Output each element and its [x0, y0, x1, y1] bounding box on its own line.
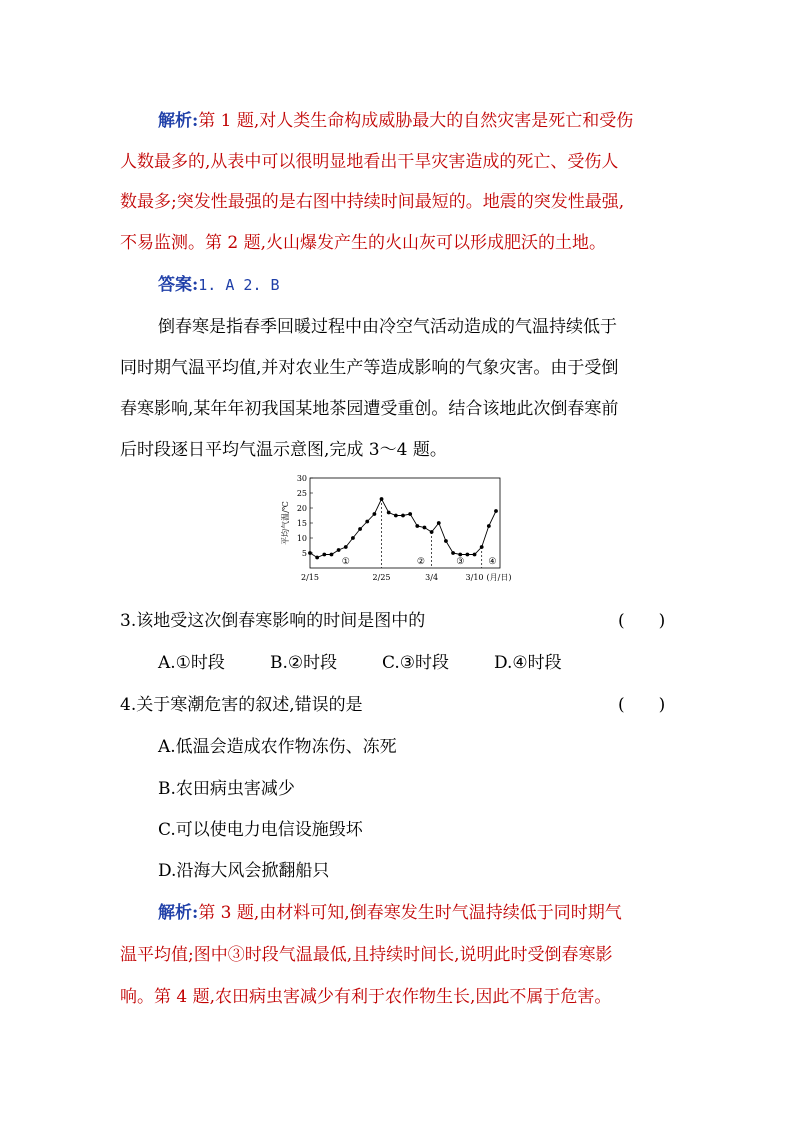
y-tick-label: 15: [296, 519, 307, 528]
x-tick-label: 2/15: [301, 573, 319, 582]
y-tick-label: 10: [296, 534, 307, 543]
y-tick-label: 5: [301, 549, 307, 558]
intro-line: 倒春寒是指春季回暖过程中由冷空气活动造成的气温持续低于: [158, 317, 617, 337]
y-axis-label: 平均气温/℃: [281, 501, 290, 545]
intro-line: 同时期气温平均值,并对农业生产等造成影响的气象灾害。由于受倒: [120, 358, 619, 378]
answer-blank: ( ): [618, 611, 666, 631]
data-point: [380, 497, 384, 501]
data-point: [408, 512, 412, 516]
x-axis-unit: (月/日): [486, 573, 512, 582]
period-label: ③: [456, 557, 465, 567]
data-point: [372, 512, 376, 516]
period-label: ④: [488, 557, 497, 567]
option-d[interactable]: D.④时段: [494, 653, 562, 673]
data-point: [394, 514, 398, 518]
answer-text: 1. A 2. B: [198, 276, 280, 294]
x-tick-label: 2/25: [372, 573, 391, 582]
data-point: [322, 553, 326, 557]
answer-blank: ( ): [618, 695, 666, 715]
option-c[interactable]: C.可以使电力电信设施毁坏: [158, 820, 363, 840]
analysis-text-line: 不易监测。第 2 题,火山爆发产生的火山灰可以形成肥沃的土地。: [120, 233, 607, 253]
option-c[interactable]: C.③时段: [382, 653, 450, 673]
data-point: [465, 553, 469, 557]
analysis-label: 解析: [158, 111, 192, 131]
analysis-text-line: 人数最多的,从表中可以很明显地看出干旱灾害造成的死亡、受伤人: [120, 152, 619, 172]
y-tick-label: 25: [296, 489, 307, 498]
period-label: ②: [416, 557, 425, 567]
data-point: [330, 553, 334, 557]
y-tick-label: 20: [296, 504, 307, 513]
y-tick-label: 30: [296, 474, 307, 483]
analysis-label: 解析: [158, 903, 192, 923]
option-d[interactable]: D.沿海大风会掀翻船只: [158, 861, 330, 881]
data-point: [423, 526, 427, 530]
data-point: [344, 545, 348, 549]
data-point: [487, 524, 491, 528]
intro-line: 春寒影响,某年年初我国某地茶园遭受重创。结合该地此次倒春寒前: [120, 399, 619, 419]
question-3-stem: 3.该地受这次倒春寒影响的时间是图中的: [120, 611, 426, 631]
data-point: [473, 553, 477, 557]
analysis-text-line: 第 1 题,对人类生命构成威胁最大的自然灾害是死亡和受伤: [198, 111, 634, 131]
data-point: [308, 551, 312, 555]
data-point: [458, 553, 462, 557]
option-b[interactable]: B.农田病虫害减少: [158, 779, 295, 799]
data-point: [480, 545, 484, 549]
data-point: [387, 511, 391, 515]
answer-line: 答案:1. A 2. B: [158, 275, 280, 295]
data-point: [415, 524, 419, 528]
data-point: [401, 514, 405, 518]
question-4-stem: 4.关于寒潮危害的叙述,错误的是: [120, 695, 363, 715]
data-point: [494, 509, 498, 513]
data-point: [365, 520, 369, 524]
x-tick-label: 3/10: [465, 573, 484, 582]
data-point: [315, 556, 319, 560]
period-label: ①: [341, 557, 350, 567]
data-point: [358, 527, 362, 531]
analysis-text-line: 温平均值;图中③时段气温最低,且持续时间长,说明此时受倒春寒影: [120, 945, 613, 965]
analysis-text-line: 数最多;突发性最强的是右图中持续时间最短的。地震的突发性最强,: [120, 192, 625, 212]
intro-line: 后时段逐日平均气温示意图,完成 3～4 题。: [120, 440, 447, 460]
x-tick-label: 3/4: [425, 573, 439, 582]
option-a[interactable]: A.低温会造成农作物冻伤、冻死: [158, 737, 397, 757]
analysis-text-line: 第 3 题,由材料可知,倒春寒发生时气温持续低于同时期气: [198, 903, 622, 923]
data-point: [437, 521, 441, 525]
data-point: [337, 548, 341, 552]
data-point: [451, 551, 455, 555]
option-a[interactable]: A.①时段: [158, 653, 225, 673]
data-point: [351, 536, 355, 540]
option-b[interactable]: B.②时段: [270, 653, 338, 673]
data-point: [430, 530, 434, 534]
temperature-chart: [270, 468, 530, 598]
answer-label: 答案: [158, 275, 192, 295]
data-point: [444, 539, 448, 543]
analysis-text-line: 响。第 4 题,农田病虫害减少有利于农作物生长,因此不属于危害。: [120, 987, 612, 1007]
